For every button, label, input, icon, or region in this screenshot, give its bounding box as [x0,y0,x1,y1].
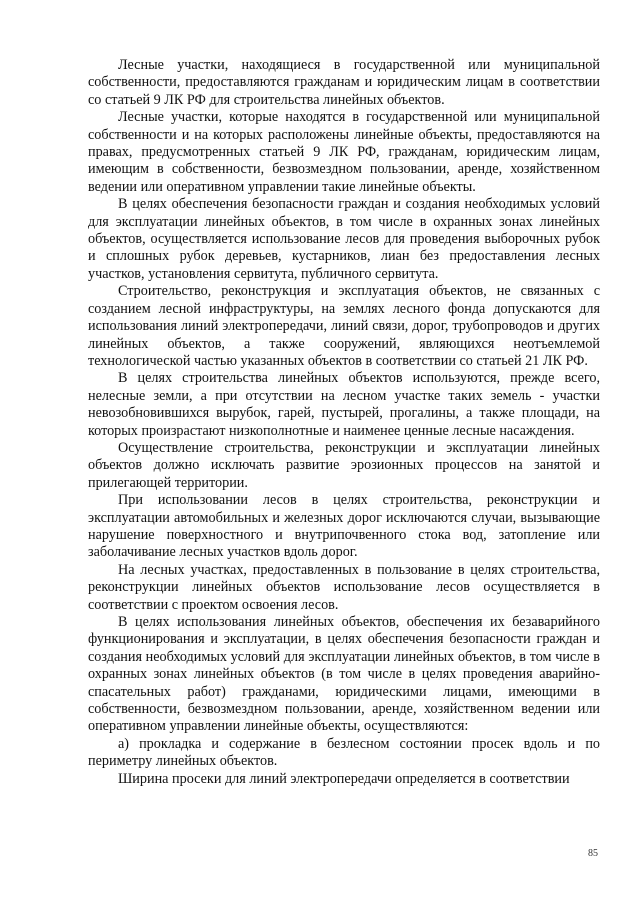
page-number: 85 [588,848,598,859]
paragraph: В целях использования линейных объектов, обеспечения их безаварийного функционирования и эксплуатации, в целях обеспечения безопасности граждан и создания необходимых условий для эксплуатации линейных объектов, в том числе в охранных зонах линейных объектов (в том числе в целях проведения аварийно-спасательных работ) гражданами, юридическими лицами, имеющими в собственности, безвозмездном пользовании, аренде, хозяйственном ведении или оперативном управлении линейные объекты, осуществляются: [88,614,600,735]
paragraph: При использовании лесов в целях строительства, реконструкции и эксплуатации автомобильных и железных дорог исключаются случаи, вызывающие нарушение поверхностного и внутрипочвенного стока вод, затопление или заболачивание лесных участков вдоль дорог. [88,492,600,561]
paragraph: Ширина просеки для линий электропередачи определяется в соответствии [118,770,570,787]
paragraph: В целях строительства линейных объектов используются, прежде всего, нелесные земли, а при отсутствии на лесном участке таких земель - участки невозобновившихся вырубок, гарей, пустырей, прогалины, а также площади, на которых произрастают низкополнотные и наименее ценные лесные насаждения. [88,370,600,439]
paragraph: Лесные участки, которые находятся в государственной или муниципальной собственности и на которых расположены линейные объекты, предоставляются на правах, предусмотренных статьей 9 ЛК РФ, гражданам, юридическим лицам, имеющим в собственности, безвозмездном пользовании, аренде, хозяйственном ведении или оперативном управлении такие линейные объекты. [88,109,600,195]
paragraph: На лесных участках, предоставленных в пользование в целях строительства, реконструкции линейных объектов использование лесов осуществляется в соответствии с проектом освоения лесов. [88,561,600,613]
paragraph: В целях обеспечения безопасности граждан и создания необходимых условий для эксплуатации линейных объектов, в том числе в охранных зонах линейных объектов, осуществляется использование лесов для проведения выборочных рубок и сплошных рубок деревьев, кустарников, лиан без предоставления лесных участков, установления сервитута, публичного сервитута. [88,196,600,282]
list-item: а) прокладка и содержание в безлесном состоянии просек вдоль и по периметру линейных объектов. [88,735,600,770]
paragraph: Строительство, реконструкция и эксплуатация объектов, не связанных с созданием лесной инфраструктуры, на землях лесного фонда допускаются для использования линий электропередачи, линий связи, дорог, трубопроводов и других линейных объектов, а также сооружений, являющихся неотъемлемой технологической частью указанных объектов в соответствии со статьей 21 ЛК РФ. [88,283,600,369]
paragraph: Осуществление строительства, реконструкции и эксплуатации линейных объектов должно исключать развитие эрозионных процессов на занятой и прилегающей территории. [88,439,600,491]
paragraph: Лесные участки, находящиеся в государственной или муниципальной собственности, предоставляются гражданам и юридическим лицам в соответствии со статьей 9 ЛК РФ для строительства линейных объектов. [88,57,600,108]
document-page [88,57,600,788]
